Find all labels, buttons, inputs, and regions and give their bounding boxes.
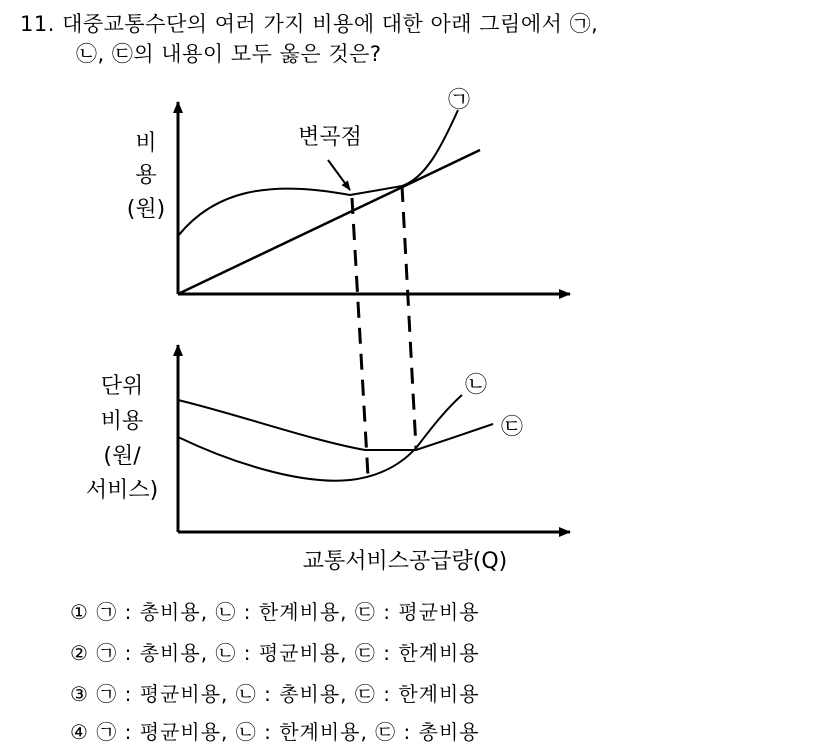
bottom-ylabel-3: (원/ <box>103 444 141 469</box>
dashed-line-1 <box>352 198 368 476</box>
choice-3[interactable]: ③ ㉠ : 평균비용, ㉡ : 총비용, ㉢ : 한계비용 <box>70 682 480 706</box>
bottom-ylabel-4: 서비스) <box>85 478 159 503</box>
bottom-ylabel-2: 비용 <box>100 409 144 434</box>
curve-a-label: ㉠ <box>447 88 471 113</box>
bottom-ylabel-1: 단위 <box>100 374 144 399</box>
top-straight-line <box>178 150 480 294</box>
dashed-line-2 <box>402 186 416 448</box>
top-ylabel-2: 용 <box>135 163 157 188</box>
choice-1[interactable]: ① ㉠ : 총비용, ㉡ : 한계비용, ㉢ : 평균비용 <box>70 600 480 624</box>
question-line-1: 11. 대중교통수단의 여러 가지 비용에 대한 아래 그림에서 ㉠, <box>20 12 599 36</box>
choice-2[interactable]: ② ㉠ : 총비용, ㉡ : 평균비용, ㉢ : 한계비용 <box>70 641 480 665</box>
choice-4[interactable]: ④ ㉠ : 평균비용, ㉡ : 한계비용, ㉢ : 총비용 <box>70 720 480 744</box>
curve-c-label: ㉢ <box>500 415 524 440</box>
x-axis-label: 교통서비스공급량(Q) <box>302 549 508 574</box>
inflection-arrow <box>328 160 350 190</box>
curve-b-label: ㉡ <box>464 373 488 398</box>
top-ylabel-3: (원) <box>126 197 166 222</box>
curve-c <box>178 400 493 450</box>
curve-b <box>178 395 462 481</box>
top-ylabel-1: 비 <box>135 131 157 156</box>
question-line-2: ㉡, ㉢의 내용이 모두 옳은 것은? <box>76 42 382 66</box>
inflection-label: 변곡점 <box>298 125 362 150</box>
